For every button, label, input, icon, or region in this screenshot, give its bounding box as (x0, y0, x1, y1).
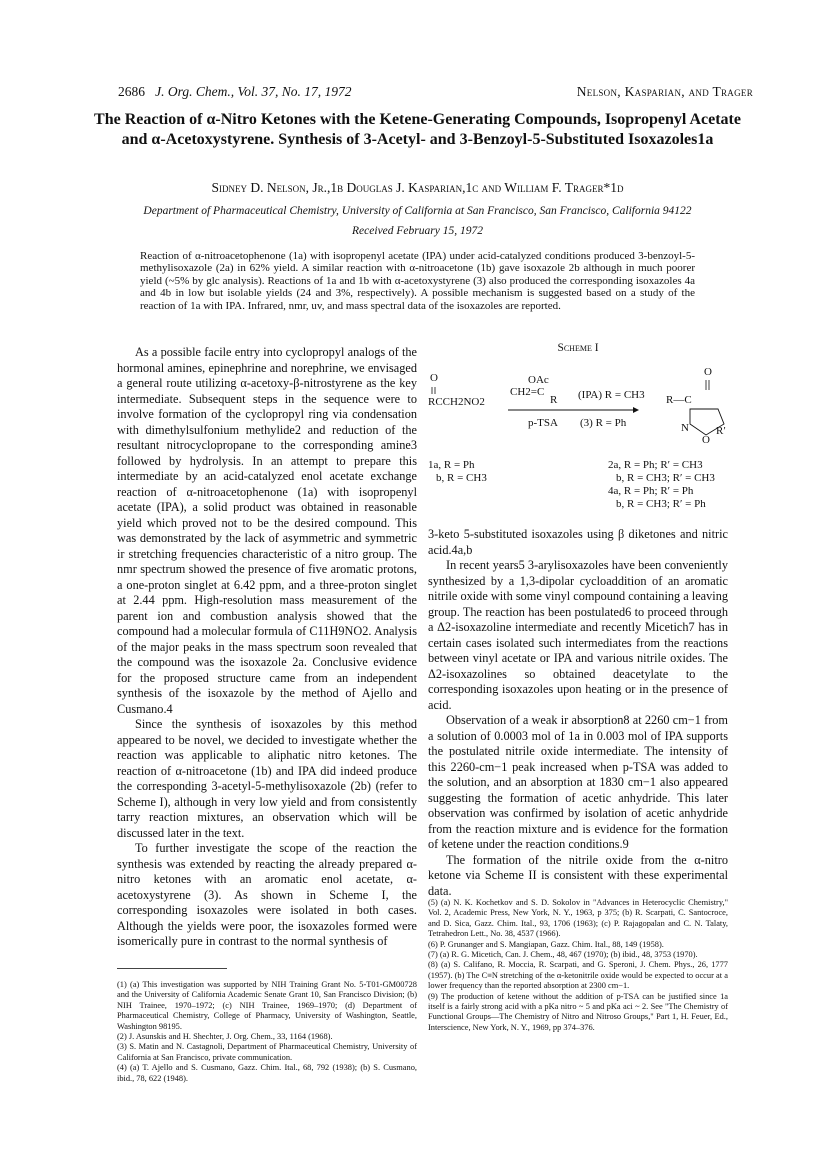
scheme-label: b, R = CH3 (436, 472, 487, 484)
footnote: (4) (a) T. Ajello and S. Cusmano, Gazz. Chim. Ital., 68, 792 (1938); (b) S. Cusmano, ibid., 78, 622 (1948). (117, 1063, 417, 1083)
footnote: (2) J. Asunskis and H. Shechter, J. Org. Chem., 33, 1164 (1968). (117, 1032, 333, 1042)
received-date: Received February 15, 1972 (352, 225, 483, 237)
reagent-formula: CH2=C (510, 386, 545, 398)
footnote: (3) S. Matin and N. Castagnoli, Department of Pharmaceutical Chemistry, University of California at San Francisco, private communication. (117, 1042, 417, 1062)
reagent-r: R (550, 394, 558, 406)
scheme-label: 1a, R = Ph (428, 459, 475, 471)
journal-citation: J. Org. Chem., Vol. 37, No. 17, 1972 (155, 84, 352, 99)
scheme-label: 4a, R = Ph; R′ = Ph (608, 485, 694, 497)
footnote: (5) (a) N. K. Kochetkov and S. D. Sokolov in "Advances in Heterocyclic Chemistry," Vol. 2, Academic Press, New York, N. Y., 1963, p 375; (b) R. Scarpati, C. Santocroce, and D. Sica, Gazz. Chim. Ital., 93, 1706 (1963); (c) P. Rajagopalan and C. N. Talaty, Tetrahedron Lett., No. 38, 4537 (1966). (428, 898, 728, 939)
article-title: The Reaction of α-Nitro Ketones with the Ketene-Generating Compounds, Isopropenyl Acetate and α-Acetoxystyrene. Synthesis of 3-Acetyl- and 3-Benzoyl-5-Substituted Isoxazoles1a (94, 111, 741, 148)
footnotes-right (428, 898, 728, 1033)
footnote: (8) (a) S. Califano, R. Moccia, R. Scarpati, and G. Speroni, J. Chem. Phys., 26, 1777 (1957). (b) The C≡N stretching of the α-ketonitrile oxide would be expected to occur at a lower frequency than the reported absorption at 2300 cm−1. (428, 960, 728, 991)
paragraph: Observation of a weak ir absorption8 at 2260 cm−1 from a solution of 0.0003 mol of 1a in 0.003 mol of IPA supports the postulated nitrile oxide intermediate. The intensity of this 2260-cm−1 peak increased when p-TSA was added to the solution, and an absorption at 1830 cm−1 also appeared suggesting the formation of acetic anhydride. This later observation was confirmed by isolation of acetic anhydride from the reaction mixture and is evidence for the formation of ketene under the reaction conditions.9 (428, 713, 728, 851)
condition-top: (IPA) R = CH3 (578, 389, 645, 401)
reactant-formula: RCCH2NO2 (428, 396, 485, 408)
footnote: (9) The production of ketene without the addition of p-TSA can be justified since 1a itself is a fairly strong acid with a pKa nitro ~ 5 and pKa aci ~ 2. See "The Chemistry of Functional Groups—The Chemistry of Nitro and Nitroso Groups," Part 1, H. Feuer, Ed., Interscience, New York, N. Y., 1969, pp 374–376. (428, 991, 728, 1032)
author-line: Sidney D. Nelson, Jr.,1b Douglas J. Kasparian,1c and William F. Trager*1d (211, 180, 624, 195)
product-nitrogen: N (681, 422, 689, 434)
footnote: (6) P. Grunanger and S. Mangiapan, Gazz. Chim. Ital., 88, 149 (1958). (428, 939, 664, 949)
paragraph: The formation of the nitrile oxide from the α-nitro ketone via Scheme II is consistent with these experimental data. (428, 852, 728, 898)
footnote-rule (117, 968, 227, 969)
product-ring-oxygen: O (702, 434, 710, 446)
page-number: 2686 (118, 84, 145, 99)
paragraph: To further investigate the scope of the reaction the synthesis was extended by reacting the already prepared α-nitro ketones with an aromatic enol acetate, α-acetoxystyrene (3). As shown in Scheme I, the corresponding isoxazoles were isolated in both cases. Although the yields were poor, the isoxazoles formed were isomerically pure in contrast to the normal synthesis of (117, 841, 417, 948)
footnote: (1) (a) This investigation was supported by NIH Training Grant No. 5-T01-GM00728 and the University of California Academic Senate Grant 10, San Francisco Division; (b) NIH Trainee, 1970–1972; (c) NIH Trainee, 1969–1970; (d) Department of Pharmaceutical Chemistry, College of Pharmacy, University of Washington, Seattle, Washington 98195. (117, 980, 417, 1031)
abstract: Reaction of α-nitroacetophenone (1a) with isopropenyl acetate (IPA) under acid-catalyzed conditions produced 3-benzoyl-5-methylisoxazole (2a) in 62% yield. A similar reaction with α-nitroacetone (1b) gave isoxazole 2b although in much poorer yield (~5% by glc analysis). Reactions of 1a and 1b with α-acetoxystyrene (3) also produced the corresponding isoxazoles 4a and 4b in low but isolable yields (24 and 3%, respectively). A possible mechanism is suggested based on a study of the reaction of 1a with IPA. Infrared, nmr, uv, and mass spectral data of the isoxazoles are reported. (140, 250, 695, 312)
affiliation: Department of Pharmaceutical Chemistry, University of California at San Francisco, San Francisco, California 94122 (143, 205, 692, 217)
product-rc: R—C (666, 394, 692, 406)
product-r-prime: R′ (716, 425, 726, 437)
scheme-label: 2a, R = Ph; R′ = CH3 (608, 459, 703, 471)
paragraph: In recent years5 3-arylisoxazoles have been conveniently synthesized by a 1,3-dipolar cycloaddition of an aromatic nitrile oxide with some vinyl compound containing a leaving group. The reaction has been postulated6 to proceed through a Δ2-isoxazoline intermediate and recently Micetich7 has in certain cases isolated such intermediates from the reactions between vinyl acetate or IPA and various nitrile oxides. The Δ2-isoxazolines so obtained deacetylate to the corresponding isoxazoles upon heating or in the presence of acid. (428, 558, 728, 712)
left-column (117, 345, 417, 950)
arrow-head (633, 407, 639, 413)
footnote: (7) (a) R. G. Micetich, Can. J. Chem., 48, 467 (1970); (b) ibid., 48, 3753 (1970). (428, 950, 698, 960)
running-header-authors: Nelson, Kasparian, and Trager (576, 84, 753, 99)
paragraph: Since the synthesis of isoxazoles by this method appeared to be novel, we decided to investigate whether the reaction was applicable to aliphatic nitro ketones. The reaction of α-nitroacetone (1b) and IPA did indeed produce the corresponding 3-acetyl-5-methylisoxazole (2b) (refer to Scheme I), although in very low yield and from consistently tarry reaction mixtures, an observation which will be discussed later in the text. (117, 717, 417, 840)
paragraph: 3-keto 5-substituted isoxazoles using β diketones and nitric acid.4a,b (428, 527, 728, 557)
scheme-1 (428, 342, 728, 512)
reactant-oxygen: O (430, 372, 438, 384)
reagent-oac: OAc (528, 374, 549, 386)
paragraph: As a possible facile entry into cyclopropyl analogs of the hormonal amines, epinephrine and norephrine, we envisaged a general route utilizing α-acetoxy-β-nitrostyrene as the key intermediate. Subsequent steps in the sequence were to involve formation of the cyclopropyl ring via condensation with dimethylsulfonium methylide2 and reduction of the resultant nitrocyclopropane to the corresponding amine3 followed by hydrolysis. In an attempt to prepare this intermediate by an acid-catalyzed enol acetate exchange reaction of α-nitroacetophenone (1a) with isopropenyl acetate (IPA), a solid product was obtained in reasonable yield which proved not to be the desired compound. This was demonstrated by the lack of asymmetric and symmetric ir stretching frequencies characteristic of a nitro group. The nmr spectrum showed the presence of five aromatic protons, a one-proton singlet at 6.42 ppm, and a three-proton singlet at 2.44 ppm. High-resolution mass measurement of the parent ion and combustion analysis showed that the compound had a molecular formula of C11H9NO2. Analysis of the major peaks in the mass spectrum soon revealed that the compound was the isoxazole 2a. Conclusive evidence for the proposed structure came from an independent synthesis of the isoxazole by the method of Ajello and Cusmano.4 (117, 345, 417, 716)
scheme-label: b, R = CH3; R′ = Ph (616, 498, 706, 510)
footnotes-left (117, 980, 417, 1084)
running-header-left (118, 84, 352, 100)
condition-catalyst: p-TSA (528, 417, 558, 429)
right-column (428, 527, 728, 899)
scheme-title: Scheme I (557, 342, 599, 354)
condition-bottom: (3) R = Ph (580, 417, 627, 429)
product-oxygen: O (704, 366, 712, 378)
scheme-label: b, R = CH3; R′ = CH3 (616, 472, 715, 484)
